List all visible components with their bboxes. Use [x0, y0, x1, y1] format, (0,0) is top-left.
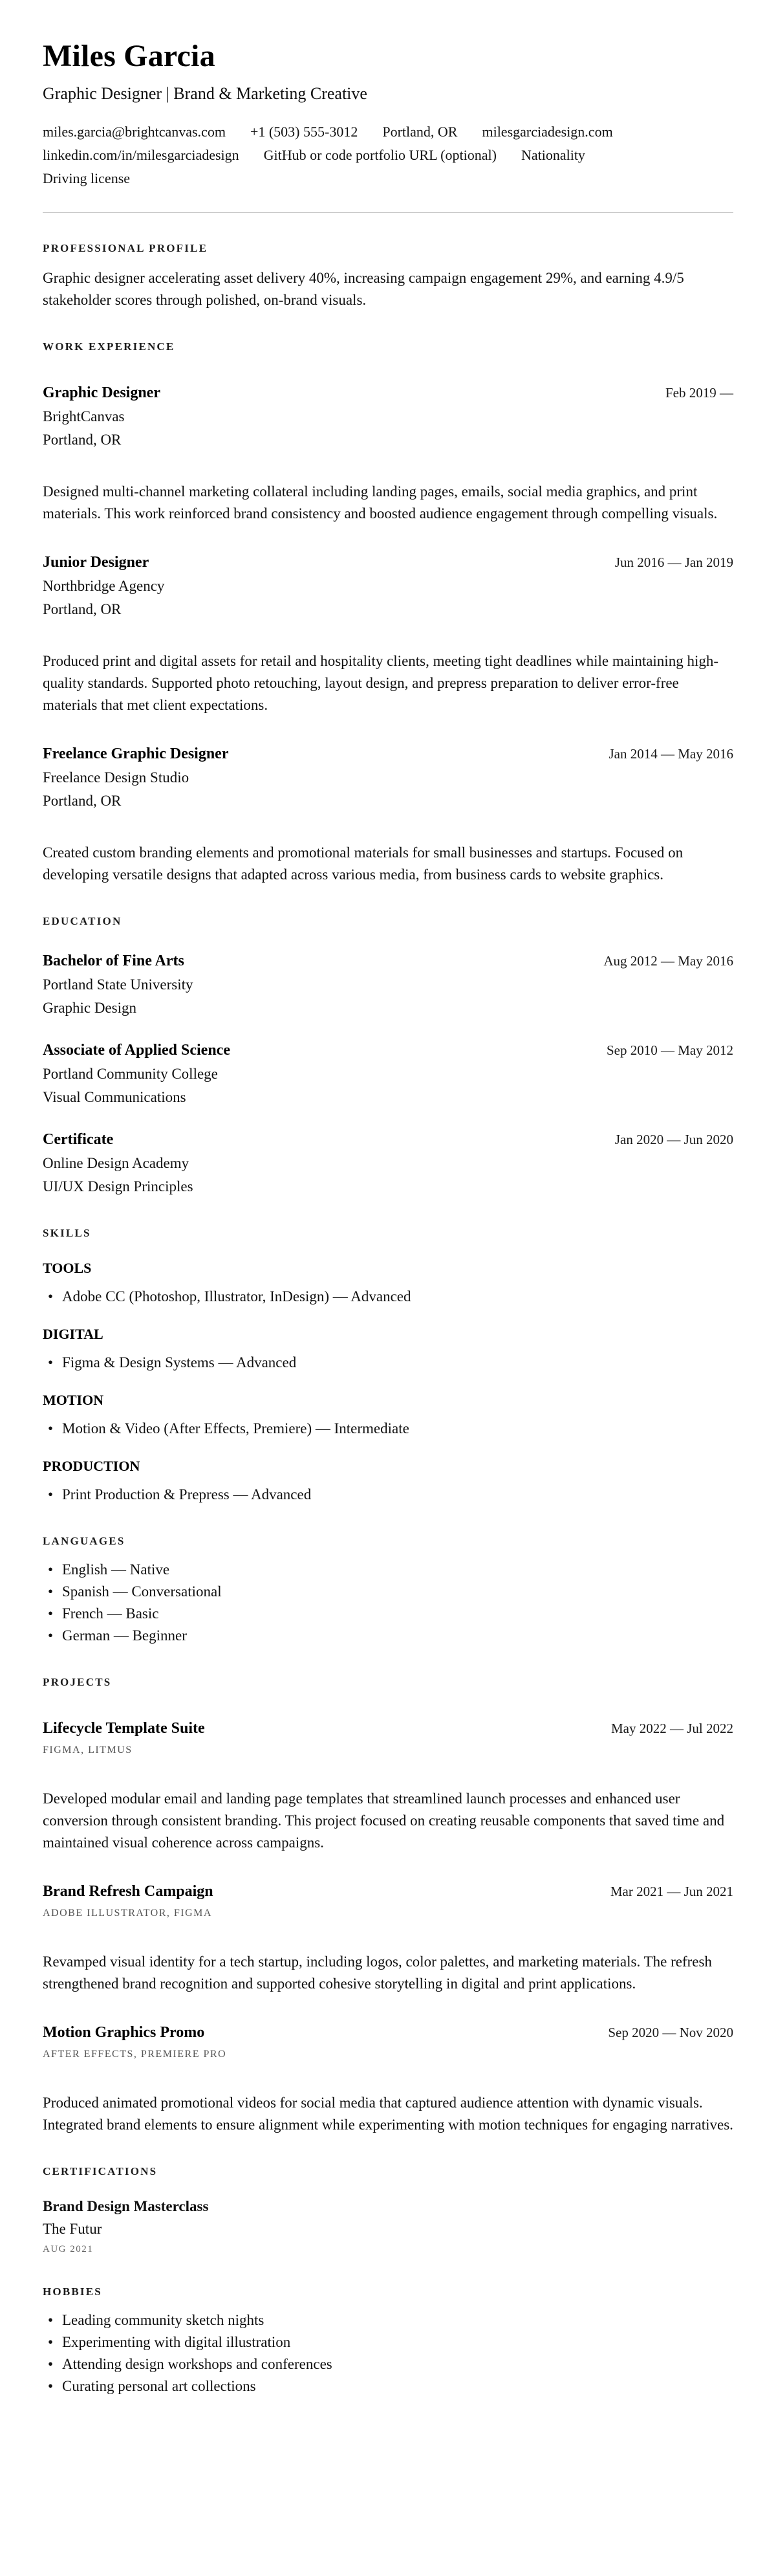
skill-list — [43, 1286, 733, 1308]
project-dates: May 2022 — Jul 2022 — [611, 1721, 733, 1736]
skills-heading: SKILLS — [43, 1227, 91, 1239]
company-name: Northbridge Agency — [43, 578, 165, 594]
degree-name: Certificate — [43, 1131, 114, 1148]
languages-list — [43, 1559, 733, 1647]
skill-group-digital — [43, 1323, 733, 1374]
education-entry-header — [43, 949, 733, 973]
job-title: Freelance Graphic Designer — [43, 745, 229, 762]
project-entry — [43, 2021, 733, 2136]
school-name: Portland Community College — [43, 1066, 218, 1082]
contact-email: miles.garcia@brightcanvas.com — [43, 124, 226, 140]
contact-info — [43, 120, 733, 190]
hobby-item: • Curating personal art collections — [43, 2375, 733, 2397]
hobby-item: • Leading community sketch nights — [43, 2309, 733, 2331]
language-item: • Spanish — Conversational — [43, 1581, 733, 1603]
project-entry-header — [43, 1717, 733, 1740]
education-dates: Jan 2020 — Jun 2020 — [614, 1132, 733, 1147]
skill-group-name: DIGITAL — [43, 1326, 103, 1342]
job-location: Portland, OR — [43, 793, 122, 809]
field-of-study: Graphic Design — [43, 1000, 136, 1016]
education-entry — [43, 1039, 733, 1108]
project-title: Lifecycle Template Suite — [43, 1720, 205, 1737]
project-tags: AFTER EFFECTS, PREMIERE PRO — [43, 2049, 227, 2060]
education-dates: Aug 2012 — May 2016 — [603, 953, 733, 969]
job-description: Created custom branding elements and promotional materials for small businesses and startups. Focused on developing versatile designs that adapted across various media, from business cards to website graphics. — [43, 844, 684, 883]
skill-group-tools — [43, 1257, 733, 1308]
skill-list — [43, 1418, 733, 1440]
work-entry — [43, 551, 733, 716]
job-location: Portland, OR — [43, 601, 122, 617]
contact-row-3 — [43, 167, 733, 190]
section-professional-profile — [43, 240, 733, 311]
degree-name: Associate of Applied Science — [43, 1042, 230, 1059]
project-dates: Sep 2020 — Nov 2020 — [608, 2025, 733, 2040]
contact-row-1 — [43, 120, 733, 144]
job-dates: Jan 2014 — May 2016 — [609, 746, 733, 762]
section-projects — [43, 1674, 733, 2136]
project-entry — [43, 1717, 733, 1854]
section-certifications — [43, 2163, 733, 2256]
education-entry — [43, 949, 733, 1019]
contact-phone: +1 (503) 555-3012 — [250, 124, 358, 140]
project-entry-header — [43, 2021, 733, 2044]
work-entry-header — [43, 381, 733, 404]
job-description: Produced print and digital assets for retail and hospitality clients, meeting tight deadlines while maintaining high-quality standards. Supported photo retouching, layout design, and prepress preparation to deliver error-free materials that met client expectations. — [43, 653, 718, 713]
work-heading: WORK EXPERIENCE — [43, 340, 175, 353]
contact-driving-license: Driving license — [43, 170, 131, 186]
school-name: Online Design Academy — [43, 1155, 189, 1171]
contact-portfolio-placeholder: GitHub or code portfolio URL (optional) — [263, 147, 497, 163]
company-name: Freelance Design Studio — [43, 769, 189, 786]
project-tags: FIGMA, LITMUS — [43, 1745, 133, 1756]
section-education — [43, 913, 733, 1198]
project-description: Developed modular email and landing page templates that streamlined launch processes and enhanced user conversion through consistent branding. This project focused on creating reusable components that saved time and maintained visual coherence across campaigns. — [43, 1790, 725, 1851]
work-entry — [43, 381, 733, 525]
skill-item: • Figma & Design Systems — Advanced — [43, 1352, 733, 1374]
section-languages — [43, 1533, 733, 1647]
contact-location: Portland, OR — [382, 124, 458, 140]
project-entry — [43, 1880, 733, 1995]
work-entry-header — [43, 551, 733, 574]
contact-linkedin: linkedin.com/in/milesgarciadesign — [43, 147, 239, 163]
job-dates: Feb 2019 — — [665, 385, 733, 401]
project-description: Revamped visual identity for a tech startup, including logos, color palettes, and marketing materials. The refresh strengthened brand recognition and supported cohesive storytelling in digital and print applications. — [43, 1954, 712, 1992]
certifications-heading: CERTIFICATIONS — [43, 2165, 158, 2177]
education-entry — [43, 1128, 733, 1198]
project-description: Produced animated promotional videos for social media that captured audience attention with dynamic visuals. Integrated brand elements to ensure alignment while experimenting with motion techniques for engaging narratives. — [43, 2095, 733, 2133]
hobbies-list — [43, 2309, 733, 2397]
job-dates: Jun 2016 — Jan 2019 — [614, 555, 733, 570]
company-name: BrightCanvas — [43, 408, 125, 424]
contact-nationality-placeholder: Nationality — [521, 147, 585, 163]
section-hobbies — [43, 2284, 733, 2397]
resume-header — [43, 38, 733, 213]
job-title: Junior Designer — [43, 554, 149, 571]
education-entry-header — [43, 1039, 733, 1062]
job-location: Portland, OR — [43, 432, 122, 448]
skill-item: • Adobe CC (Photoshop, Illustrator, InDesign) — Advanced — [43, 1286, 733, 1308]
project-title: Brand Refresh Campaign — [43, 1883, 213, 1900]
job-description: Designed multi-channel marketing collateral including landing pages, emails, social media graphics, and print materials. This work reinforced brand consistency and boosted audience engagement through compelling visuals. — [43, 483, 718, 522]
skill-list — [43, 1484, 733, 1506]
field-of-study: UI/UX Design Principles — [43, 1178, 193, 1194]
language-item: • English — Native — [43, 1559, 733, 1581]
work-entry — [43, 742, 733, 886]
skill-list — [43, 1352, 733, 1374]
language-item: • German — Beginner — [43, 1625, 733, 1647]
project-dates: Mar 2021 — Jun 2021 — [610, 1884, 733, 1899]
section-skills — [43, 1225, 733, 1506]
hobbies-heading: HOBBIES — [43, 2285, 102, 2298]
candidate-name: Miles Garcia — [43, 39, 215, 73]
school-name: Portland State University — [43, 976, 193, 993]
certification-title: Brand Design Masterclass — [43, 2198, 209, 2214]
languages-heading: LANGUAGES — [43, 1535, 125, 1547]
skill-item: • Motion & Video (After Effects, Premiere) — Intermediate — [43, 1418, 733, 1440]
language-item: • French — Basic — [43, 1603, 733, 1625]
skill-group-name: PRODUCTION — [43, 1458, 140, 1474]
candidate-tagline: Graphic Designer | Brand & Marketing Creative — [43, 84, 367, 103]
work-entry-header — [43, 742, 733, 765]
education-dates: Sep 2010 — May 2012 — [607, 1042, 733, 1058]
certification-date: AUG 2021 — [43, 2244, 94, 2254]
section-work-experience — [43, 338, 733, 886]
header-divider — [43, 212, 733, 213]
projects-heading: PROJECTS — [43, 1676, 112, 1688]
contact-website: milesgarciadesign.com — [482, 124, 613, 140]
degree-name: Bachelor of Fine Arts — [43, 952, 184, 969]
education-entry-header — [43, 1128, 733, 1151]
project-tags: ADOBE ILLUSTRATOR, FIGMA — [43, 1908, 212, 1919]
job-title: Graphic Designer — [43, 384, 160, 401]
project-entry-header — [43, 1880, 733, 1903]
profile-text: Graphic designer accelerating asset delivery 40%, increasing campaign engagement 29%, and earning 4.9/5 stakeholder scores through polished, on-brand visuals. — [43, 270, 684, 308]
skill-group-production — [43, 1455, 733, 1506]
profile-heading: PROFESSIONAL PROFILE — [43, 242, 208, 254]
project-title: Motion Graphics Promo — [43, 2024, 205, 2041]
education-heading: EDUCATION — [43, 915, 122, 927]
certification-issuer: The Futur — [43, 2221, 102, 2237]
contact-row-2 — [43, 144, 733, 167]
skill-group-name: TOOLS — [43, 1260, 92, 1276]
field-of-study: Visual Communications — [43, 1089, 186, 1105]
hobby-item: • Experimenting with digital illustration — [43, 2331, 733, 2353]
skill-group-motion — [43, 1389, 733, 1440]
skill-item: • Print Production & Prepress — Advanced — [43, 1484, 733, 1506]
hobby-item: • Attending design workshops and conferences — [43, 2353, 733, 2375]
skill-group-name: MOTION — [43, 1392, 104, 1408]
certification-entry — [43, 2196, 733, 2256]
